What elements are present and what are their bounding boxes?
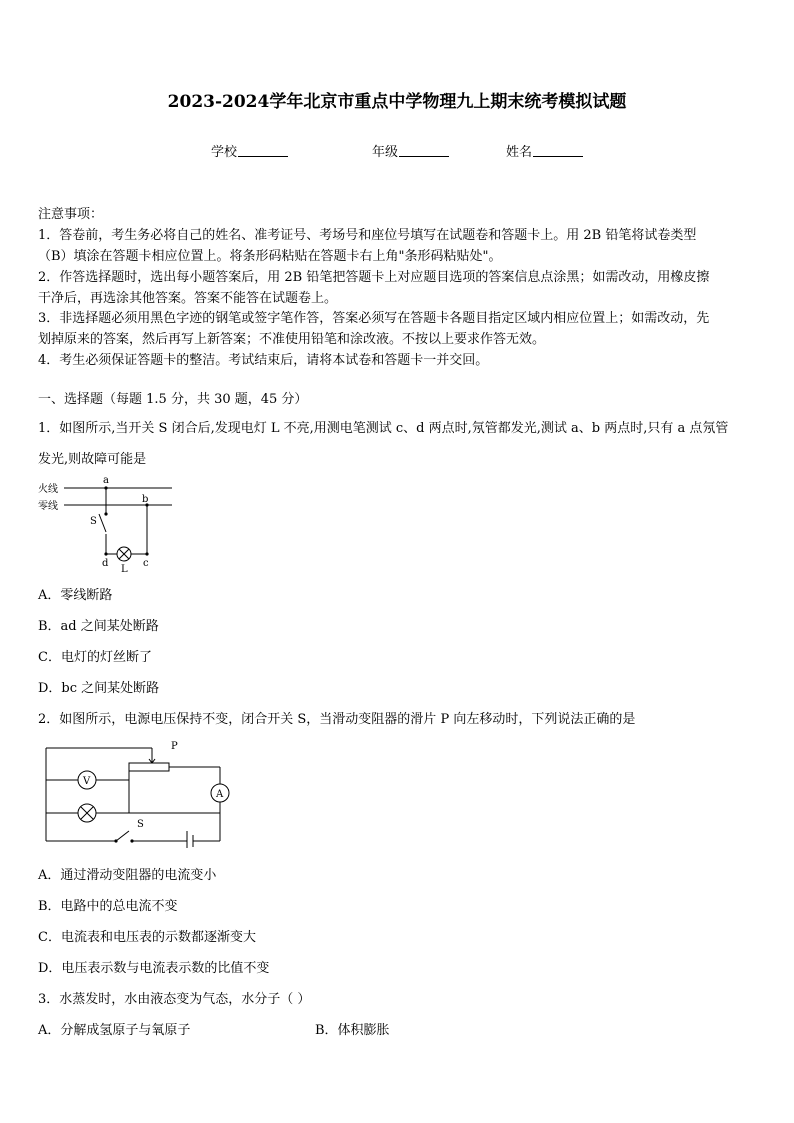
notice-line-4: 干净后，再选涂其他答案。答案不能答在试题卷上。 [38, 291, 338, 306]
q1-option-a[interactable]: A．零线断路 [38, 588, 113, 603]
point-d-label: d [102, 558, 109, 569]
notice-line-3: 2．作答选择题时，选出每小题答案后，用 2B 铅笔把答题卡上对应题目选项的答案信息点涂黑；如需改动，用橡皮擦 [38, 270, 710, 285]
slider-p-label: P [171, 741, 178, 752]
point-a-label: a [103, 475, 109, 486]
q2-option-a[interactable]: A．通过滑动变阻器的电流变小 [38, 868, 217, 883]
q1-circuit-diagram [36, 474, 176, 574]
q2-option-c[interactable]: C．电流表和电压表的示数都逐渐变大 [38, 930, 256, 945]
ammeter-label: A [216, 789, 224, 800]
grade-blank[interactable] [399, 144, 449, 157]
q3-option-a[interactable]: A．分解成氢原子与氧原子 [38, 1023, 191, 1038]
notice-line-7: 4．考生必须保证答题卡的整洁。考试结束后，请将本试卷和答题卡一并交回。 [38, 353, 489, 368]
q3-stem: 3．水蒸发时，水由液态变为气态，水分子（ ） [38, 992, 311, 1007]
name-label: 姓名 [506, 145, 533, 160]
q1-stem-line-2: 发光,则故障可能是 [38, 452, 147, 467]
point-c-label: c [143, 558, 149, 569]
school-label: 学校 [211, 145, 238, 160]
q1-stem-line-1: 1．如图所示,当开关 S 闭合后,发现电灯 L 不亮,用测电笔测试 c、d 两点时,氖管都发光,测试 a、b 两点时,只有 a 点氖管 [38, 421, 729, 436]
live-wire-label: 火线 [38, 484, 58, 495]
q2-option-d[interactable]: D．电压表示数与电流表示数的比值不变 [38, 961, 270, 976]
q1-option-c[interactable]: C．电灯的灯丝断了 [38, 650, 152, 665]
q2-circuit-diagram [36, 738, 236, 848]
point-b-label: b [142, 494, 149, 505]
notice-heading: 注意事项： [38, 207, 104, 222]
name-field [506, 141, 583, 160]
notice-line-6: 划掉原来的答案，然后再写上新答案；不准使用铅笔和涂改液。不按以上要求作答无效。 [38, 332, 546, 347]
school-blank[interactable] [238, 144, 288, 157]
q1-option-b[interactable]: B．ad 之间某处断路 [38, 619, 159, 634]
lamp-l-label: L [121, 564, 128, 574]
grade-label: 年级 [372, 145, 399, 160]
switch-s-label: S [90, 516, 97, 527]
q2-option-b[interactable]: B．电路中的总电流不变 [38, 899, 178, 914]
notice-line-5: 3．非选择题必须用黑色字迹的钢笔或签字笔作答，答案必须写在答题卡各题目指定区域内相应位置上；如需改动，先 [38, 311, 710, 326]
page-title: 2023-2024学年北京市重点中学物理九上期末统考模拟试题 [167, 92, 627, 112]
notice-line-2: （B）填涂在答题卡相应位置上。将条形码粘贴在答题卡右上角"条形码粘贴处"。 [38, 249, 502, 264]
q3-option-b[interactable]: B．体积膨胀 [315, 1023, 390, 1038]
switch-s-label: S [137, 819, 144, 830]
section-heading: 一、选择题（每题 1.5 分，共 30 题，45 分） [38, 392, 308, 407]
name-blank[interactable] [533, 144, 583, 157]
grade-field [372, 141, 449, 160]
q1-option-d[interactable]: D．bc 之间某处断路 [38, 681, 160, 696]
q2-stem: 2．如图所示，电源电压保持不变，闭合开关 S，当滑动变阻器的滑片 P 向左移动时，下列说法正确的是 [38, 712, 636, 727]
voltmeter-label: V [83, 776, 91, 787]
school-field [211, 141, 288, 160]
notice-line-1: 1．答卷前，考生务必将自己的姓名、准考证号、考场号和座位号填写在试题卷和答题卡上。用 2B 铅笔将试卷类型 [38, 228, 697, 243]
neutral-wire-label: 零线 [38, 501, 58, 512]
